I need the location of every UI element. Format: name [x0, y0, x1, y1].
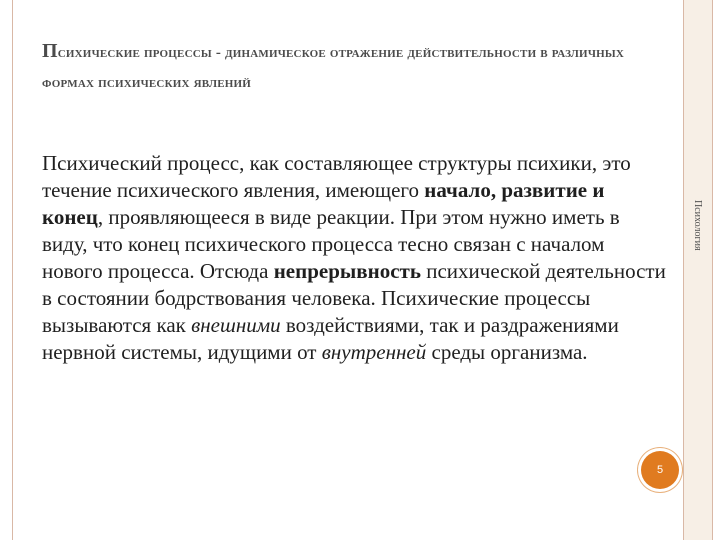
right-side-panel: [683, 0, 713, 540]
title-text: сихические процессы - динамическое отражение действительности в различных формах психических явлений: [42, 45, 624, 91]
body-italic-internal: внутренней: [321, 340, 427, 364]
slide-title: [42, 36, 672, 98]
page-number-badge: [641, 451, 679, 489]
body-bold-beginning-development-end: начало, развитие и конец: [42, 178, 605, 229]
body-text-part-3: психической деятельности в состоянии бодрствования человека. Психические процессы вызываются как: [42, 259, 666, 337]
body-text-part-5: среды организма.: [426, 340, 588, 364]
body-paragraph: [42, 150, 667, 366]
body-text-part-2: , проявляющееся в виде реакции. При этом нужно иметь в виду, что конец психического процесса тесно связан с началом нового процесса. Отсюда: [42, 205, 620, 283]
left-border-line: [12, 0, 13, 540]
body-bold-continuity: непрерывность: [273, 259, 421, 283]
title-first-letter: П: [42, 40, 58, 62]
side-label: Психология: [692, 199, 703, 251]
page-number: 5: [656, 464, 664, 476]
body-text-part-4: воздействиями, так и раздражениями нервной системы, идущими от: [42, 313, 619, 364]
body-text-part-1: Психический процесс, как составляющее структуры психики, это течение психического явления, имеющего: [42, 151, 631, 202]
body-italic-external: внешними: [191, 313, 281, 337]
